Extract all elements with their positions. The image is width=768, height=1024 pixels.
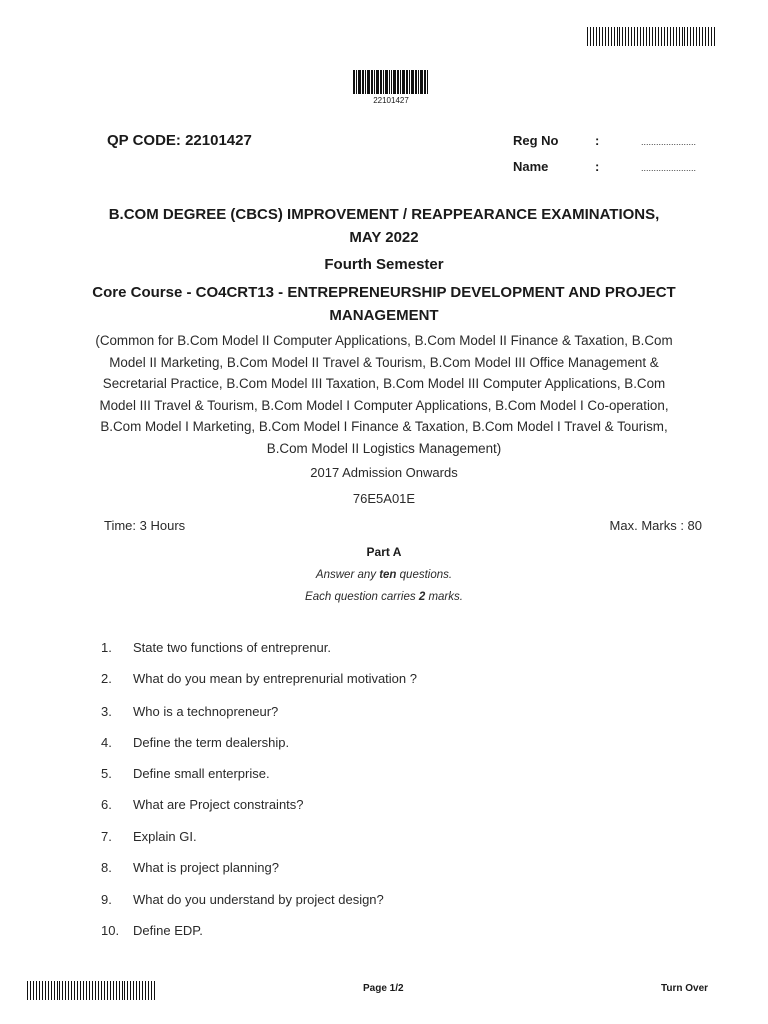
barcode-bar bbox=[77, 981, 78, 1000]
question-item bbox=[101, 704, 278, 719]
reg-no-field: ...................... bbox=[641, 137, 697, 147]
question-text: State two functions of entreprenur. bbox=[133, 640, 332, 655]
question-text: What do you mean by entreprenurial motivation ? bbox=[133, 671, 417, 686]
barcode-bar bbox=[420, 70, 423, 94]
barcode-bar bbox=[424, 70, 426, 94]
barcode-bar bbox=[619, 27, 620, 46]
turn-over: Turn Over bbox=[661, 983, 709, 994]
barcode-bar bbox=[136, 981, 137, 1000]
instr1-post: questions. bbox=[396, 569, 453, 581]
barcode-bar bbox=[68, 981, 69, 1000]
time-allowed: Time: 3 Hours bbox=[104, 518, 186, 533]
barcode-bar bbox=[625, 27, 626, 46]
barcode-bar bbox=[142, 981, 143, 1000]
barcode-bar bbox=[640, 27, 641, 46]
max-marks: Max. Marks : 80 bbox=[609, 518, 702, 533]
barcode-bar bbox=[86, 981, 87, 1000]
barcode-bar bbox=[634, 27, 635, 46]
barcode-bar bbox=[622, 27, 623, 46]
question-item bbox=[101, 892, 384, 907]
admission-note: 2017 Admission Onwards bbox=[310, 465, 458, 480]
barcode-bar bbox=[590, 27, 591, 46]
barcode-bar bbox=[690, 27, 691, 46]
question-text: Define EDP. bbox=[133, 923, 203, 938]
barcode-bar bbox=[57, 981, 58, 1000]
semester: Fourth Semester bbox=[324, 256, 444, 273]
reg-no-colon: : bbox=[595, 133, 600, 148]
part-title: Part A bbox=[366, 545, 402, 559]
barcode-bar bbox=[33, 981, 34, 1000]
barcode-bar bbox=[374, 70, 375, 94]
barcode-bar bbox=[670, 27, 671, 46]
barcode-bar bbox=[139, 981, 140, 1000]
barcode-bar bbox=[385, 70, 388, 94]
qp-code: QP CODE: 22101427 bbox=[107, 132, 252, 149]
barcode-bar bbox=[80, 981, 81, 1000]
barcode-bar bbox=[664, 27, 665, 46]
barcode-bar bbox=[74, 981, 75, 1000]
question-text: What are Project constraints? bbox=[133, 797, 304, 812]
question-number: 2. bbox=[101, 671, 112, 686]
question-number: 9. bbox=[101, 892, 112, 907]
barcode-bar bbox=[402, 70, 405, 94]
barcode-bar bbox=[42, 981, 43, 1000]
barcode-bar bbox=[107, 981, 108, 1000]
question-text: What is project planning? bbox=[133, 860, 279, 875]
barcode-bar bbox=[151, 981, 152, 1000]
barcode-number: 22101427 bbox=[373, 96, 409, 105]
barcode-bar bbox=[661, 27, 662, 46]
barcode-bar bbox=[116, 981, 117, 1000]
barcode-bar bbox=[124, 981, 125, 1000]
barcode-bar bbox=[631, 27, 632, 46]
barcode-bar bbox=[611, 27, 612, 46]
barcode-bar bbox=[602, 27, 603, 46]
barcode-bar bbox=[705, 27, 706, 46]
barcode-bar bbox=[54, 981, 55, 1000]
barcode-bar bbox=[122, 981, 123, 1000]
barcode-bar bbox=[649, 27, 650, 46]
barcode-bar bbox=[393, 70, 396, 94]
barcode-bar bbox=[358, 70, 361, 94]
barcode-bar bbox=[711, 27, 712, 46]
course-title bbox=[60, 281, 708, 327]
barcode-bar bbox=[83, 981, 84, 1000]
instr2-bold: 2 bbox=[418, 591, 426, 603]
barcode-bar bbox=[27, 981, 28, 1000]
barcode-bar bbox=[596, 27, 597, 46]
barcode-bar bbox=[127, 981, 128, 1000]
barcode-bar bbox=[365, 70, 366, 94]
barcode-bar bbox=[411, 70, 414, 94]
barcode-bar bbox=[59, 981, 60, 1000]
barcode-bar bbox=[702, 27, 703, 46]
question-item bbox=[101, 923, 203, 938]
barcode-bar bbox=[353, 70, 355, 94]
barcode-bar bbox=[371, 70, 373, 94]
barcode-bar bbox=[356, 70, 357, 94]
question-number: 3. bbox=[101, 704, 112, 719]
barcode-bar bbox=[154, 981, 155, 1000]
common-for-line: B.Com Model I Marketing, B.Com Model I Finance & Taxation, B.Com Model I Travel & Tourism, bbox=[100, 419, 668, 435]
exam-title-line2: MAY 2022 bbox=[349, 229, 419, 246]
barcode-bar bbox=[65, 981, 66, 1000]
course-title-line1: Core Course - CO4CRT13 - ENTREPRENEURSHIP DEVELOPMENT AND PROJECT bbox=[92, 284, 676, 301]
barcode-bar bbox=[95, 981, 96, 1000]
barcode-bar bbox=[587, 27, 588, 46]
barcode-bar bbox=[119, 981, 120, 1000]
exam-title bbox=[60, 203, 708, 249]
barcode-bar bbox=[71, 981, 72, 1000]
exam-title-line1: B.COM DEGREE (CBCS) IMPROVEMENT / REAPPEARANCE EXAMINATIONS, bbox=[108, 206, 660, 223]
reg-no-label: Reg No bbox=[513, 133, 559, 148]
common-for-line: Model III Travel & Tourism, B.Com Model I Computer Applications, B.Com Model I Co-operation, bbox=[99, 397, 669, 413]
common-for-line: Model II Marketing, B.Com Model II Travel & Tourism, B.Com Model III Office Management & bbox=[109, 354, 659, 370]
question-item bbox=[101, 829, 197, 844]
barcode-bar bbox=[427, 70, 428, 94]
question-item bbox=[101, 640, 331, 655]
barcode-bar bbox=[101, 981, 102, 1000]
barcode-bar bbox=[667, 27, 668, 46]
barcode-bar bbox=[658, 27, 659, 46]
barcode-bar bbox=[30, 981, 31, 1000]
barcode-bar bbox=[376, 70, 379, 94]
barcode-bar bbox=[693, 27, 694, 46]
question-text: Define the term dealership. bbox=[133, 735, 290, 750]
barcode-bar bbox=[679, 27, 680, 46]
barcode-bar bbox=[593, 27, 594, 46]
barcode-bar bbox=[655, 27, 656, 46]
common-for-list bbox=[60, 330, 708, 460]
barcode-bar bbox=[608, 27, 609, 46]
barcode-bar bbox=[389, 70, 391, 94]
question-number: 1. bbox=[101, 640, 112, 655]
barcode-bar bbox=[409, 70, 410, 94]
barcode-bar bbox=[383, 70, 384, 94]
barcode-bar bbox=[400, 70, 401, 94]
question-item bbox=[101, 797, 304, 812]
barcode-bar bbox=[62, 981, 63, 1000]
question-item bbox=[101, 766, 270, 781]
barcode-bar bbox=[148, 981, 149, 1000]
barcode-bar bbox=[39, 981, 40, 1000]
top-right-barcode bbox=[587, 27, 717, 46]
barcode-bar bbox=[617, 27, 618, 46]
barcode-bar bbox=[673, 27, 674, 46]
barcode-bar bbox=[113, 981, 114, 1000]
barcode-bar bbox=[699, 27, 700, 46]
barcode-bar bbox=[696, 27, 697, 46]
barcode-bar bbox=[92, 981, 93, 1000]
barcode-bar bbox=[406, 70, 408, 94]
question-item bbox=[101, 735, 289, 750]
barcode-bar bbox=[637, 27, 638, 46]
common-for-line: (Common for B.Com Model II Computer Applications, B.Com Model II Finance & Taxation, B.Com bbox=[95, 333, 673, 348]
barcode-bar bbox=[605, 27, 606, 46]
instr1-bold: ten bbox=[379, 569, 397, 581]
barcode-bar bbox=[643, 27, 644, 46]
barcode-bar bbox=[48, 981, 49, 1000]
barcode-bar bbox=[362, 70, 364, 94]
barcode-bar bbox=[110, 981, 111, 1000]
common-for-line: B.Com Model II Logistics Management) bbox=[266, 440, 502, 456]
barcode-bar bbox=[391, 70, 392, 94]
barcode-bar bbox=[98, 981, 99, 1000]
question-number: 8. bbox=[101, 860, 112, 875]
name-label: Name bbox=[513, 159, 549, 174]
barcode-bar bbox=[415, 70, 417, 94]
question-number: 6. bbox=[101, 797, 112, 812]
barcode-bar bbox=[130, 981, 131, 1000]
barcode-bar bbox=[397, 70, 399, 94]
barcode-bar bbox=[687, 27, 688, 46]
barcode-bar bbox=[367, 70, 370, 94]
part-instruction-2 bbox=[60, 591, 708, 603]
name-field: ...................... bbox=[641, 163, 697, 173]
course-title-line2: MANAGEMENT bbox=[329, 307, 439, 324]
part-instruction-1 bbox=[60, 569, 708, 581]
barcode-bar bbox=[614, 27, 615, 46]
question-text: Explain GI. bbox=[133, 829, 197, 844]
common-for-line: Secretarial Practice, B.Com Model III Taxation, B.Com Model III Computer Applications, B.Com bbox=[102, 376, 666, 392]
question-item bbox=[101, 671, 417, 686]
barcode-bar bbox=[682, 27, 683, 46]
barcode-bar bbox=[714, 27, 715, 46]
question-item bbox=[101, 860, 279, 875]
question-number: 5. bbox=[101, 766, 112, 781]
bottom-left-barcode bbox=[27, 981, 157, 1000]
question-text: Define small enterprise. bbox=[133, 766, 270, 781]
question-number: 10. bbox=[101, 923, 120, 938]
barcode-bar bbox=[45, 981, 46, 1000]
barcode-bar bbox=[89, 981, 90, 1000]
barcode-bar bbox=[599, 27, 600, 46]
instr2-pre: Each question carries bbox=[305, 591, 419, 603]
barcode-bar bbox=[380, 70, 382, 94]
barcode-bar bbox=[104, 981, 105, 1000]
barcode-bar bbox=[133, 981, 134, 1000]
barcode-bar bbox=[652, 27, 653, 46]
instr2-post: marks. bbox=[425, 591, 463, 603]
page-number: Page 1/2 bbox=[363, 983, 404, 994]
barcode-bar bbox=[51, 981, 52, 1000]
barcode-bar bbox=[36, 981, 37, 1000]
paper-code: 76E5A01E bbox=[352, 491, 416, 506]
barcode-bar bbox=[628, 27, 629, 46]
question-text: What do you understand by project design? bbox=[133, 892, 384, 907]
barcode-bar bbox=[676, 27, 677, 46]
question-text: Who is a technopreneur? bbox=[133, 704, 279, 719]
question-number: 4. bbox=[101, 735, 112, 750]
barcode-bar bbox=[708, 27, 709, 46]
barcode-bar bbox=[684, 27, 685, 46]
barcode-bar bbox=[145, 981, 146, 1000]
name-colon: : bbox=[595, 159, 600, 174]
question-number: 7. bbox=[101, 829, 112, 844]
instr1-pre: Answer any bbox=[315, 569, 380, 581]
center-barcode bbox=[353, 70, 429, 94]
barcode-bar bbox=[646, 27, 647, 46]
barcode-bar bbox=[418, 70, 419, 94]
